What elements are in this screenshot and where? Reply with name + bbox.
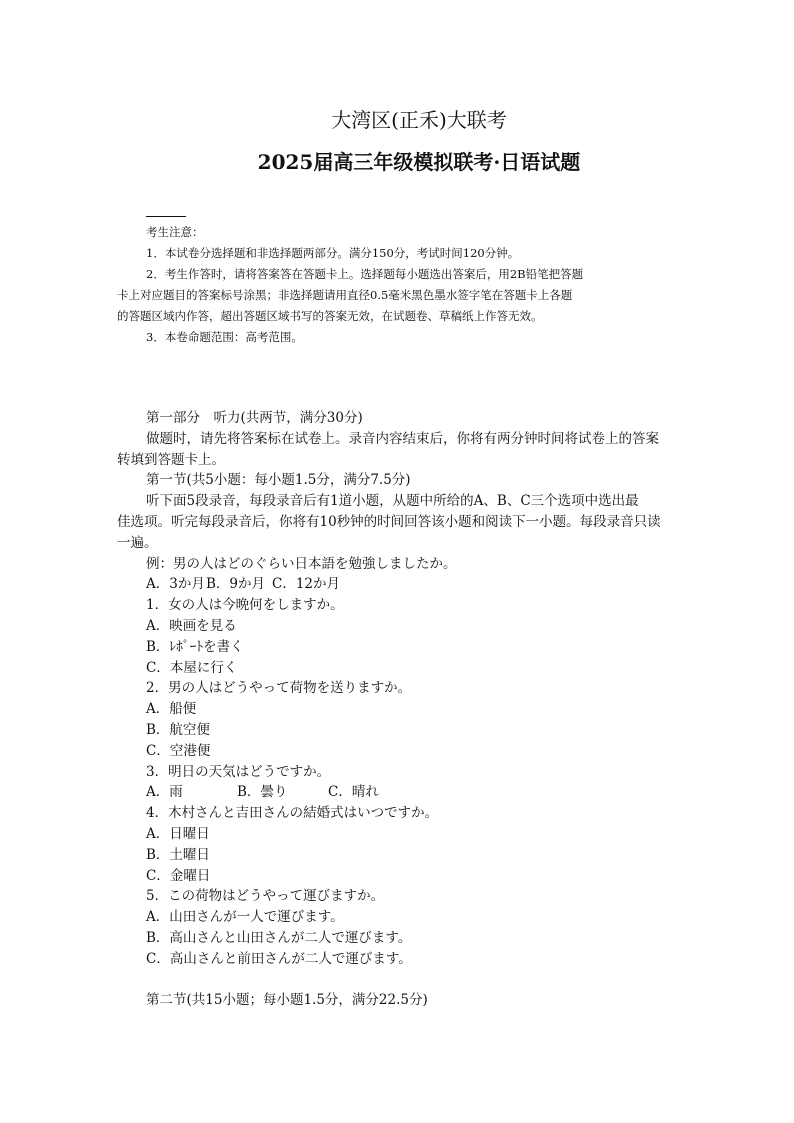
option: B．ﾚﾎﾟｰﾄを書く	[146, 638, 244, 655]
option: B．9か月	[206, 576, 266, 593]
notes-item: 1．本试卷分选择题和非选择题两部分。满分150分，考试时间120分钟。	[146, 246, 520, 260]
notes-item: 3．本卷命题范围：高考范围。	[146, 330, 303, 344]
notes-rule	[146, 216, 186, 217]
option: C．空港便	[146, 742, 211, 759]
example-question: 例：男の人はどのぐらい日本語を勉強しましたか。	[146, 555, 457, 572]
option: B．曇り	[237, 784, 288, 801]
notes-item: 卡上对应题目的答案标号涂黑；非选择题请用直径0.5毫米黑色墨水签字笔在答题卡上各题	[117, 288, 573, 302]
part-heading: 第二节(共15小题；每小题1.5分，满分22.5分)	[146, 991, 428, 1008]
instruction-line: 一遍。	[117, 534, 158, 551]
question: 2．男の人はどうやって荷物を送りますか。	[146, 680, 412, 697]
option: A．映画を見る	[146, 617, 237, 634]
instruction-line: 佳选项。听完每段录音后，你将有10秒钟的时间回答该小题和阅读下一小题。每段录音只读	[117, 513, 661, 530]
option: A．雨	[146, 784, 183, 801]
option: C．高山さんと前田さんが二人で運びます。	[146, 950, 412, 967]
instruction-line: 转填到答题卡上。	[117, 451, 225, 468]
notes-item: 的答题区域内作答，超出答题区域书写的答案无效，在试题卷、草稿纸上作答无效。	[117, 309, 543, 323]
exam-title: 大湾区(正禾)大联考	[331, 108, 507, 132]
question: 5．この荷物はどうやって運びますか。	[146, 888, 385, 905]
option: C．12か月	[272, 576, 341, 593]
option: A．山田さんが一人で運びます。	[146, 909, 344, 926]
option: C．本屋に行く	[146, 659, 238, 676]
question: 3．明日の天気はどうですか。	[146, 763, 331, 780]
option: B．航空便	[146, 721, 210, 738]
notes-block	[117, 222, 686, 348]
instruction-line: 听下面5段录音，每段录音后有1道小题，从题中所给的A、B、C三个选项中选出最	[146, 493, 639, 510]
notes-heading: 考生注意：	[146, 225, 204, 239]
option: A．日曜日	[146, 825, 210, 842]
instruction-line: 做题时，请先将答案标在试卷上。录音内容结束后，你将有两分钟时间将试卷上的答案	[146, 430, 659, 447]
option: B．高山さんと山田さんが二人で運びます。	[146, 929, 412, 946]
option: A．船便	[146, 701, 197, 718]
notes-item: 2．考生作答时，请将答案答在答题卡上。选择题每小题选出答案后，用2B铅笔把答题	[146, 267, 584, 281]
question: 4．木村さんと吉田さんの結婚式はいつですか。	[146, 805, 439, 822]
option: B．土曜日	[146, 846, 210, 863]
q3-options	[146, 782, 686, 803]
section-heading: 第一部分 听力(共两节，满分30分)	[146, 410, 363, 426]
option: C．金曜日	[146, 867, 211, 884]
part-heading: 第一节(共5小题：每小题1.5分，满分7.5分)	[146, 472, 411, 489]
option: C．晴れ	[328, 784, 379, 801]
section-listening	[117, 408, 686, 1010]
example-options	[146, 574, 686, 595]
option: A．3か月	[146, 576, 205, 593]
exam-subtitle: 2025届高三年级模拟联考·日语试题	[257, 150, 581, 174]
question: 1．女の人は今晩何をしますか。	[146, 597, 344, 614]
